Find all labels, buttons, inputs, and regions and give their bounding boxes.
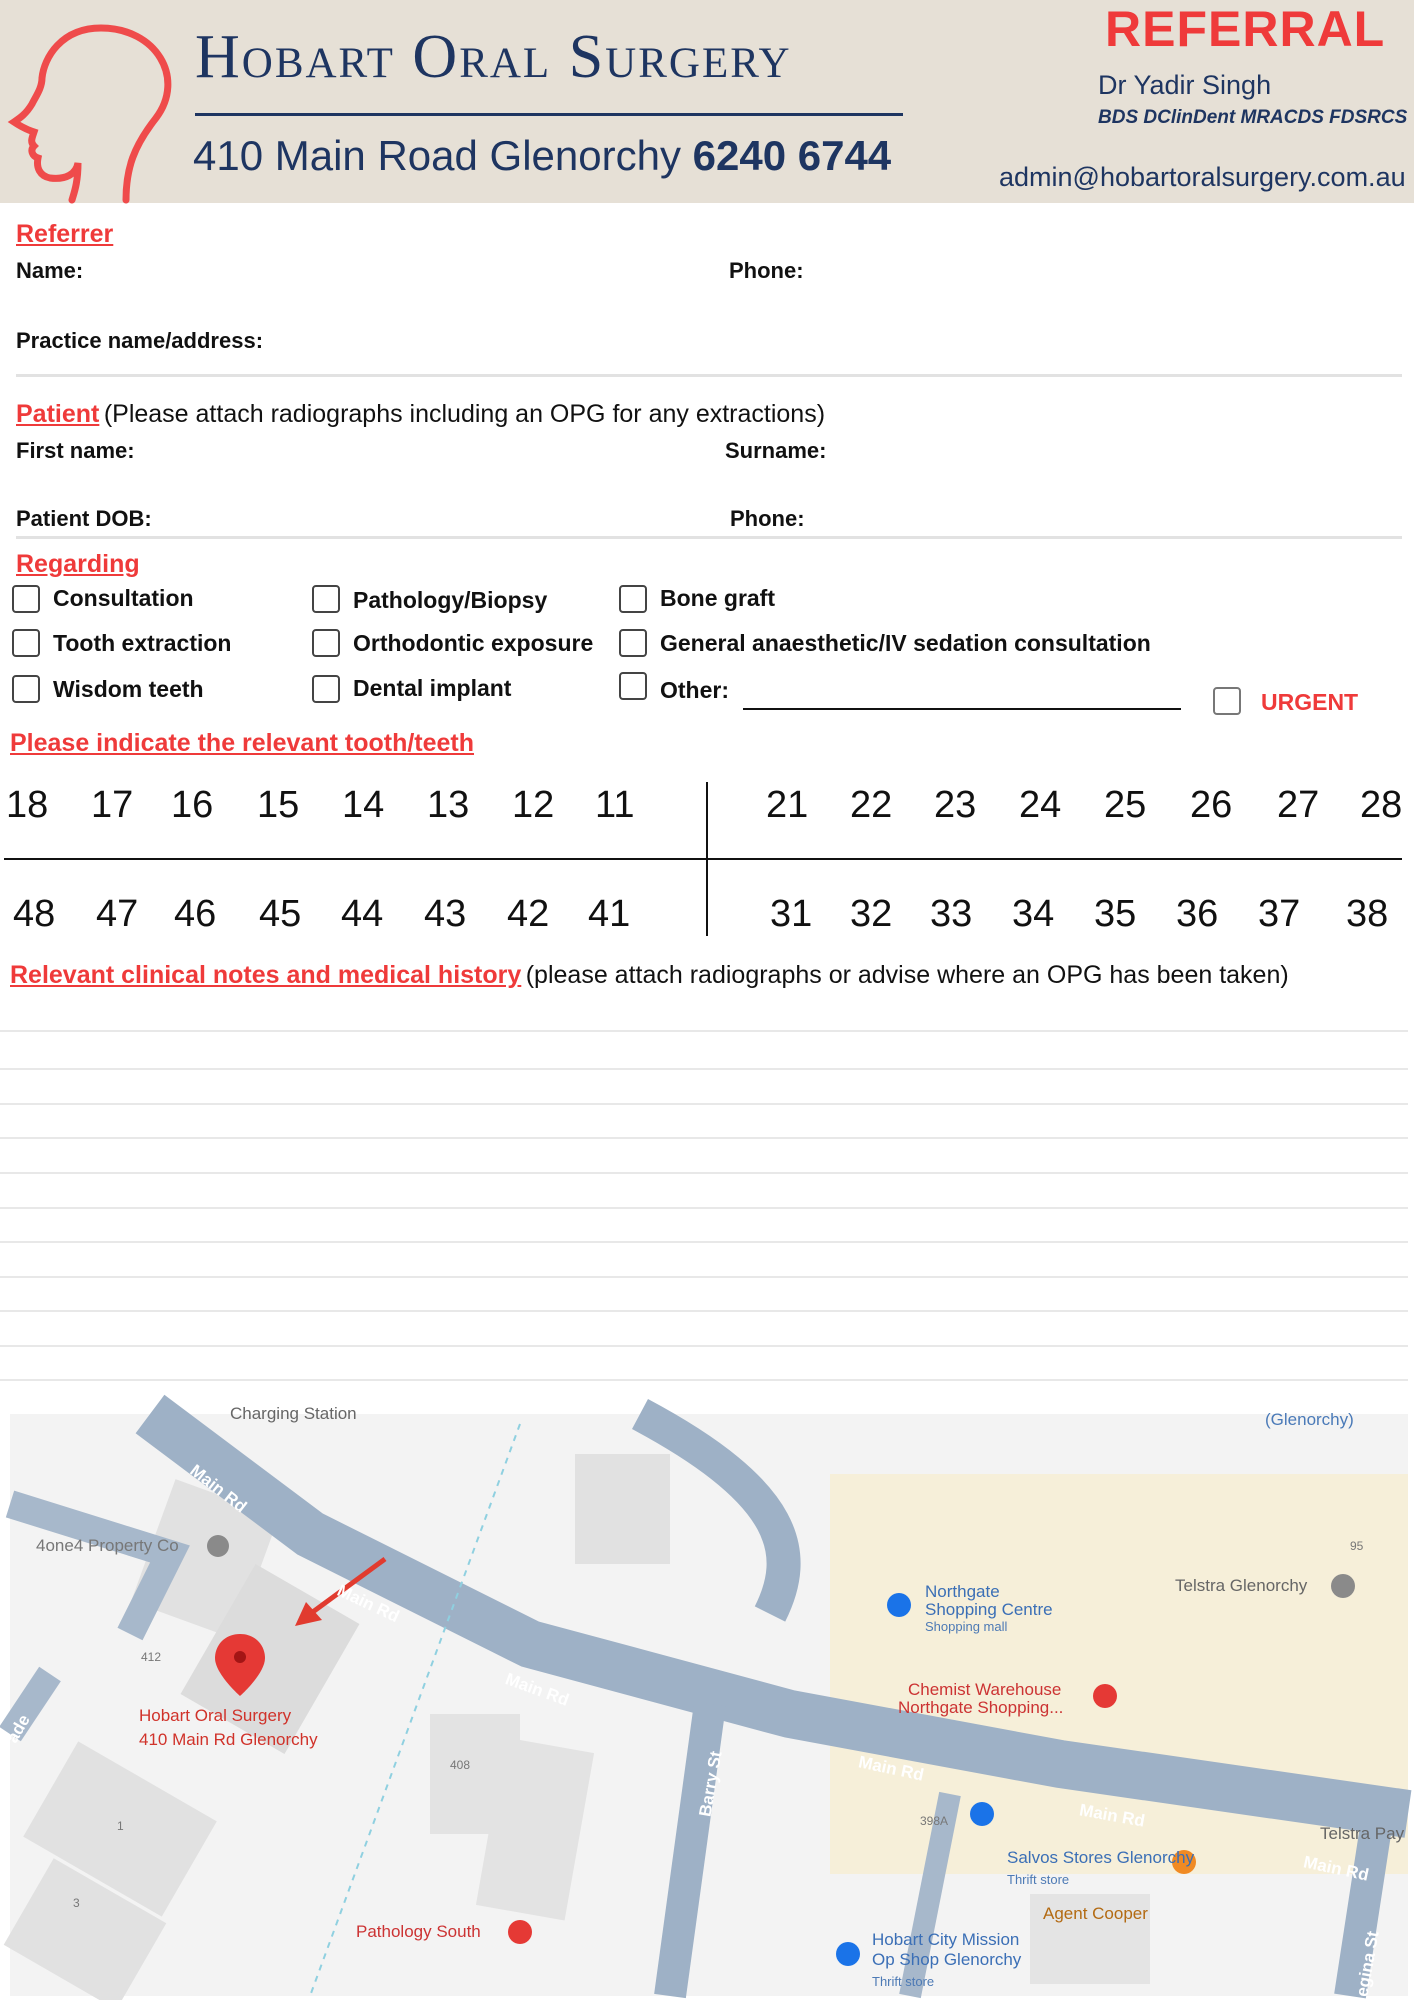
tooth-24[interactable]: 24 [1019,784,1062,826]
tooth-32[interactable]: 32 [850,893,893,935]
sedation-consultation-checkbox[interactable] [619,629,647,657]
dental-implant-label: Dental implant [353,675,512,701]
map-label-398a: 398A [920,1814,949,1828]
tooth-41[interactable]: 41 [588,893,631,935]
clinic-address: 410 Main Road Glenorchy [193,132,681,179]
tooth-43[interactable]: 43 [424,893,467,935]
patient-phone-label: Phone: [730,506,805,531]
map-label-main-rd: Main Rd [502,1669,572,1710]
patient-instruction: (Please attach radiographs including an OPG for any extractions) [103,400,826,428]
tooth-35[interactable]: 35 [1094,893,1137,935]
tooth-46[interactable]: 46 [174,893,217,935]
clinical-notes-heading-line [10,961,1289,990]
map-label-hobart-oral-surgery: Hobart Oral Surgery [139,1706,292,1725]
consultation-label: Consultation [53,585,194,611]
tooth-extraction-label: Tooth extraction [53,630,232,656]
other-input-line[interactable] [743,708,1181,710]
tooth-18[interactable]: 18 [6,784,49,826]
patient-dob-label: Patient DOB: [16,506,152,531]
wisdom-teeth-checkbox[interactable] [12,675,40,703]
teeth-midline-horizontal [4,858,1402,860]
notes-line[interactable] [0,1241,1408,1243]
urgent-checkbox[interactable] [1213,687,1241,715]
tooth-21[interactable]: 21 [766,784,809,826]
tooth-33[interactable]: 33 [930,893,973,935]
notes-line[interactable] [0,1103,1408,1105]
patient-heading: Patient [16,400,100,428]
consultation-checkbox[interactable] [12,585,40,613]
clinic-email[interactable]: admin@hobartoralsurgery.com.au [999,162,1406,192]
map-label-property: 4one4 Property Co [36,1536,179,1555]
map-label-city-mission: Hobart City Mission [872,1930,1020,1949]
map-label-pathology: Pathology South [356,1922,481,1941]
tooth-31[interactable]: 31 [770,893,813,935]
map-label-northgate-centre: Shopping Centre [925,1600,1053,1619]
patient-heading-line [16,400,825,429]
tooth-11[interactable]: 11 [595,784,635,826]
map-label-op-shop: Op Shop Glenorchy [872,1950,1022,1969]
regarding-heading: Regarding [16,550,140,578]
clinical-notes-heading: Relevant clinical notes and medical history [10,961,522,989]
map-label-telstra: Telstra Glenorchy [1175,1576,1308,1595]
sedation-consultation-label: General anaesthetic/IV sedation consultation [660,630,1151,656]
map-label-northgate: Northgate [925,1582,1000,1601]
practice-address-label: Practice name/address: [16,328,264,353]
tooth-16[interactable]: 16 [171,784,214,826]
tooth-26[interactable]: 26 [1190,784,1233,826]
tooth-37[interactable]: 37 [1258,893,1301,935]
other-label: Other: [660,677,729,703]
surname-label: Surname: [725,438,827,463]
tooth-22[interactable]: 22 [850,784,893,826]
tooth-47[interactable]: 47 [96,893,139,935]
tooth-14[interactable]: 14 [342,784,385,826]
map-label-408: 408 [450,1758,471,1772]
notes-line[interactable] [0,1207,1408,1209]
map-label-barry-st: Barry St [695,1749,726,1819]
map-label-main-rd: Main Rd [856,1752,926,1785]
location-map [2,1404,1408,1999]
map-label-412: 412 [141,1650,162,1664]
bone-graft-checkbox[interactable] [619,585,647,613]
tooth-48[interactable]: 48 [13,893,56,935]
clinic-phone: 6240 6744 [692,132,892,179]
tooth-15[interactable]: 15 [257,784,300,826]
first-name-label: First name: [16,438,135,463]
tooth-27[interactable]: 27 [1277,784,1320,826]
map-label-regina-st: egina St [1352,1929,1383,1999]
tooth-13[interactable]: 13 [427,784,470,826]
notes-line[interactable] [0,1137,1408,1139]
map-label-salvos-type: Thrift store [1007,1872,1070,1887]
teeth-heading: Please indicate the relevant tooth/teeth [10,729,475,757]
tooth-23[interactable]: 23 [934,784,977,826]
section-divider [16,374,1402,377]
map-label-charging: Charging Station [230,1404,357,1423]
tooth-42[interactable]: 42 [507,893,550,935]
map-label-salvos: Salvos Stores Glenorchy [1007,1848,1195,1867]
map-label-agent-cooper: Agent Cooper [1043,1904,1148,1923]
clinic-address-line [193,132,891,180]
map-label-1: 1 [117,1819,124,1833]
doctor-name: Dr Yadir Singh [1098,70,1272,100]
tooth-17[interactable]: 17 [91,784,134,826]
section-divider [16,536,1402,539]
tooth-36[interactable]: 36 [1176,893,1219,935]
tooth-25[interactable]: 25 [1104,784,1147,826]
map-label-main-rd: Main Rd [186,1460,251,1517]
header-divider [195,113,903,116]
map-label-telstra-pay: Telstra Pay [1320,1824,1405,1843]
map-label-northgate-type: Shopping mall [925,1619,1008,1634]
clinical-notes-instruction: (please attach radiographs or advise where an OPG has been taken) [525,961,1289,989]
notes-line[interactable] [0,1345,1408,1347]
map-label-chemist: Chemist Warehouse [908,1680,1062,1699]
bone-graft-label: Bone graft [660,585,775,611]
pathology-biopsy-checkbox[interactable] [312,585,340,613]
notes-line[interactable] [0,1068,1408,1070]
map-label-main-rd: Main Rd [1077,1800,1147,1831]
notes-line[interactable] [0,1310,1408,1312]
doctor-qualifications: BDS DClinDent MRACDS FDSRCS [1098,107,1408,128]
tooth-38[interactable]: 38 [1346,893,1389,935]
other-checkbox[interactable] [619,672,647,700]
referrer-phone-label: Phone: [729,258,804,283]
tooth-45[interactable]: 45 [259,893,302,935]
map-label-mission-type: Thrift store [872,1974,935,1989]
notes-line[interactable] [0,1030,1408,1032]
orthodontic-exposure-label: Orthodontic exposure [353,630,594,656]
dental-implant-checkbox[interactable] [312,675,340,703]
map-label-glenorchy: (Glenorchy) [1265,1410,1354,1429]
tooth-extraction-checkbox[interactable] [12,629,40,657]
wisdom-teeth-label: Wisdom teeth [53,676,204,702]
notes-line[interactable] [0,1172,1408,1174]
clinic-name: Hobart Oral Surgery [195,23,792,91]
letterhead [0,0,1414,203]
map-label-3: 3 [73,1896,80,1910]
urgent-label: URGENT [1261,689,1359,715]
map-label-chemist-northgate: Northgate Shopping... [898,1698,1064,1717]
orthodontic-exposure-checkbox[interactable] [312,629,340,657]
map-label-main-rd: Main Rd [1301,1852,1371,1885]
document-title: REFERRAL [1105,1,1386,57]
map-label-street-edge: ade [2,1711,34,1747]
tooth-12[interactable]: 12 [512,784,555,826]
pathology-biopsy-label: Pathology/Biopsy [353,587,548,613]
map-label-95: 95 [1350,1539,1364,1553]
head-profile-logo [6,18,186,203]
tooth-44[interactable]: 44 [341,893,384,935]
referrer-heading: Referrer [16,220,114,248]
map-label-main-rd: Main Rd [334,1580,403,1627]
referrer-name-label: Name: [16,258,84,283]
tooth-34[interactable]: 34 [1012,893,1055,935]
notes-line[interactable] [0,1379,1408,1381]
map-label-hos-address: 410 Main Rd Glenorchy [139,1730,318,1749]
tooth-28[interactable]: 28 [1360,784,1403,826]
notes-line[interactable] [0,1276,1408,1278]
